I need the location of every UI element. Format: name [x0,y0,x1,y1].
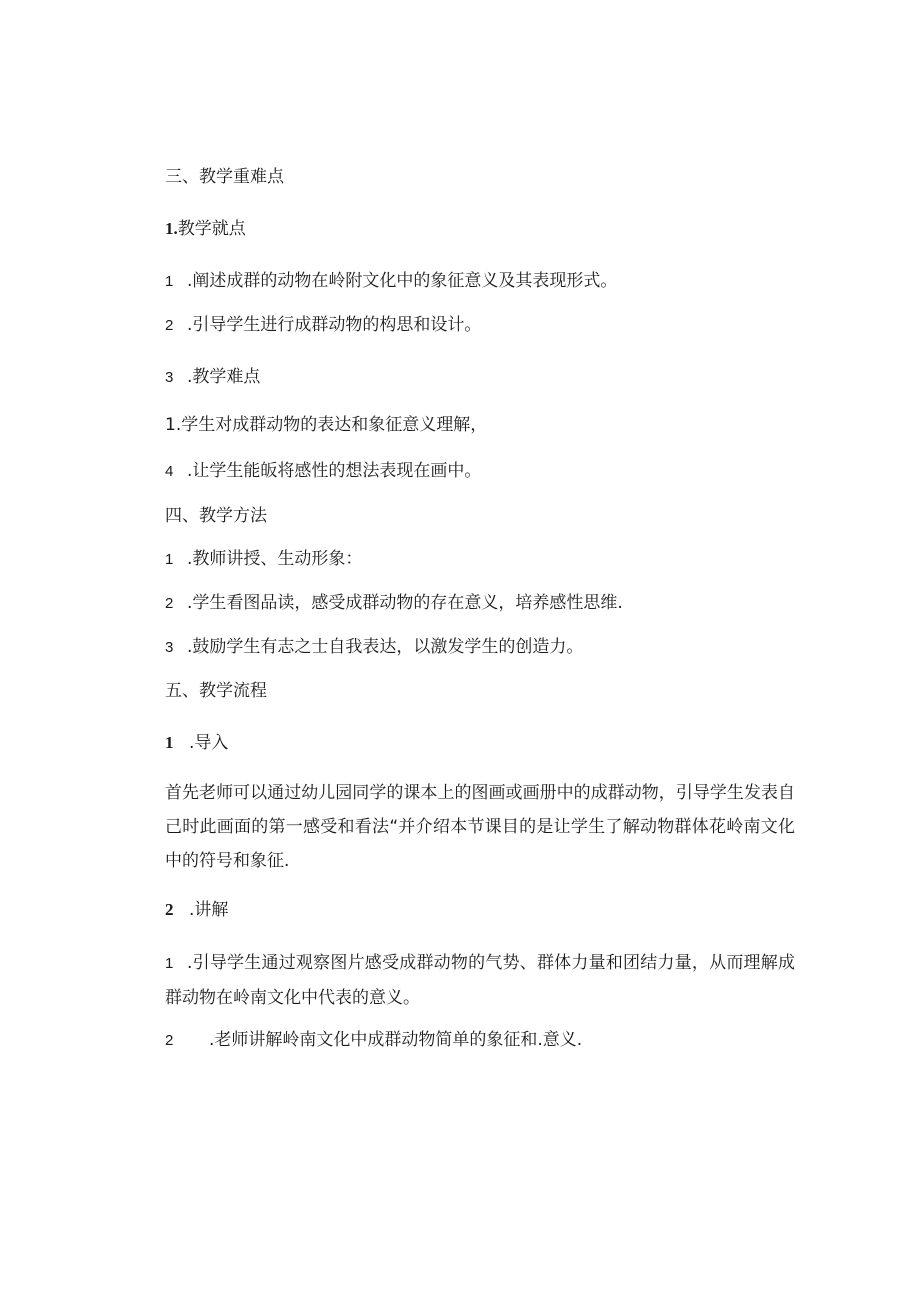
item-number: 1 [165,955,174,972]
item-text: .鼓励学生有志之士自我表达，以激发学生的创造力。 [187,637,584,657]
step-label: .导入 [189,733,229,753]
section-3-sub-2-label: .教学难点 [187,367,261,387]
item-number: 1 [165,273,174,290]
step-number: 2 [165,900,174,919]
section-3-sub-2 [165,366,260,389]
section-3-heading-text: 三、教学重难点 [165,167,284,187]
item-text: .教师讲授、生动形象： [187,549,363,569]
item-number: 2 [165,317,174,334]
item-number: 1 [165,551,174,568]
step-label: .讲解 [189,900,229,920]
item-number: 2 [165,595,174,612]
item-text: .让学生能皈将感性的想法表现在画中。 [187,461,482,481]
section-4-item-3 [165,636,583,659]
section-3-item-2 [165,314,481,337]
step-number: 1 [165,733,174,752]
item-number: 2 [165,1032,174,1049]
section-4-heading [165,505,267,527]
section-3-sub-1-number: 1. [165,219,178,238]
item-text: .学生看图品读，感受成群动物的存在意义，培养感性思维. [187,593,623,613]
section-3-sub-1 [165,218,246,240]
section-3-item-1 [165,270,617,293]
section-3-sub-2-number: 3 [165,369,174,386]
item-number: 3 [165,639,174,656]
section-4-item-1 [165,548,362,571]
section-4-item-2 [165,592,623,615]
item-text: .阐述成群的动物在岭附文化中的象征意义及其表现形式。 [187,271,618,291]
section-4-heading-text: 四、教学方法 [165,506,267,526]
section-5-step-2-item-2 [165,1029,582,1052]
section-5-heading [165,680,267,702]
item-text: .引导学生通过观察图片感受成群动物的气势、群体力量和团结力量，从而理解成群动物在岭南文化中代表的意义。 [165,953,795,1008]
item-text: .引导学生进行成群动物的构思和设计。 [187,315,482,335]
section-5-step-2-item-1 [165,946,795,1015]
section-3-item-3 [165,414,487,436]
item-text: 1.学生对成群动物的表达和象征意义理解， [165,415,488,435]
item-number: 4 [165,463,174,480]
section-5-step-1-paragraph: 首先老师可以通过幼儿园同学的课本上的图画或画册中的成群动物，引导学生发表自己时此画面的第一感受和看法“并介绍本节课目的是让学生了解动物群体花岭南文化中的符号和象征. [165,783,795,871]
section-5-step-2 [165,899,228,921]
section-5-step-1 [165,732,228,754]
section-3-heading [165,166,284,188]
section-3-item-4 [165,460,481,483]
section-5-heading-text: 五、教学流程 [165,681,267,701]
item-text: .老师讲解岭南文化中成群动物简单的象征和.意义. [209,1030,583,1050]
section-3-sub-1-label: 教学就点 [177,219,246,239]
